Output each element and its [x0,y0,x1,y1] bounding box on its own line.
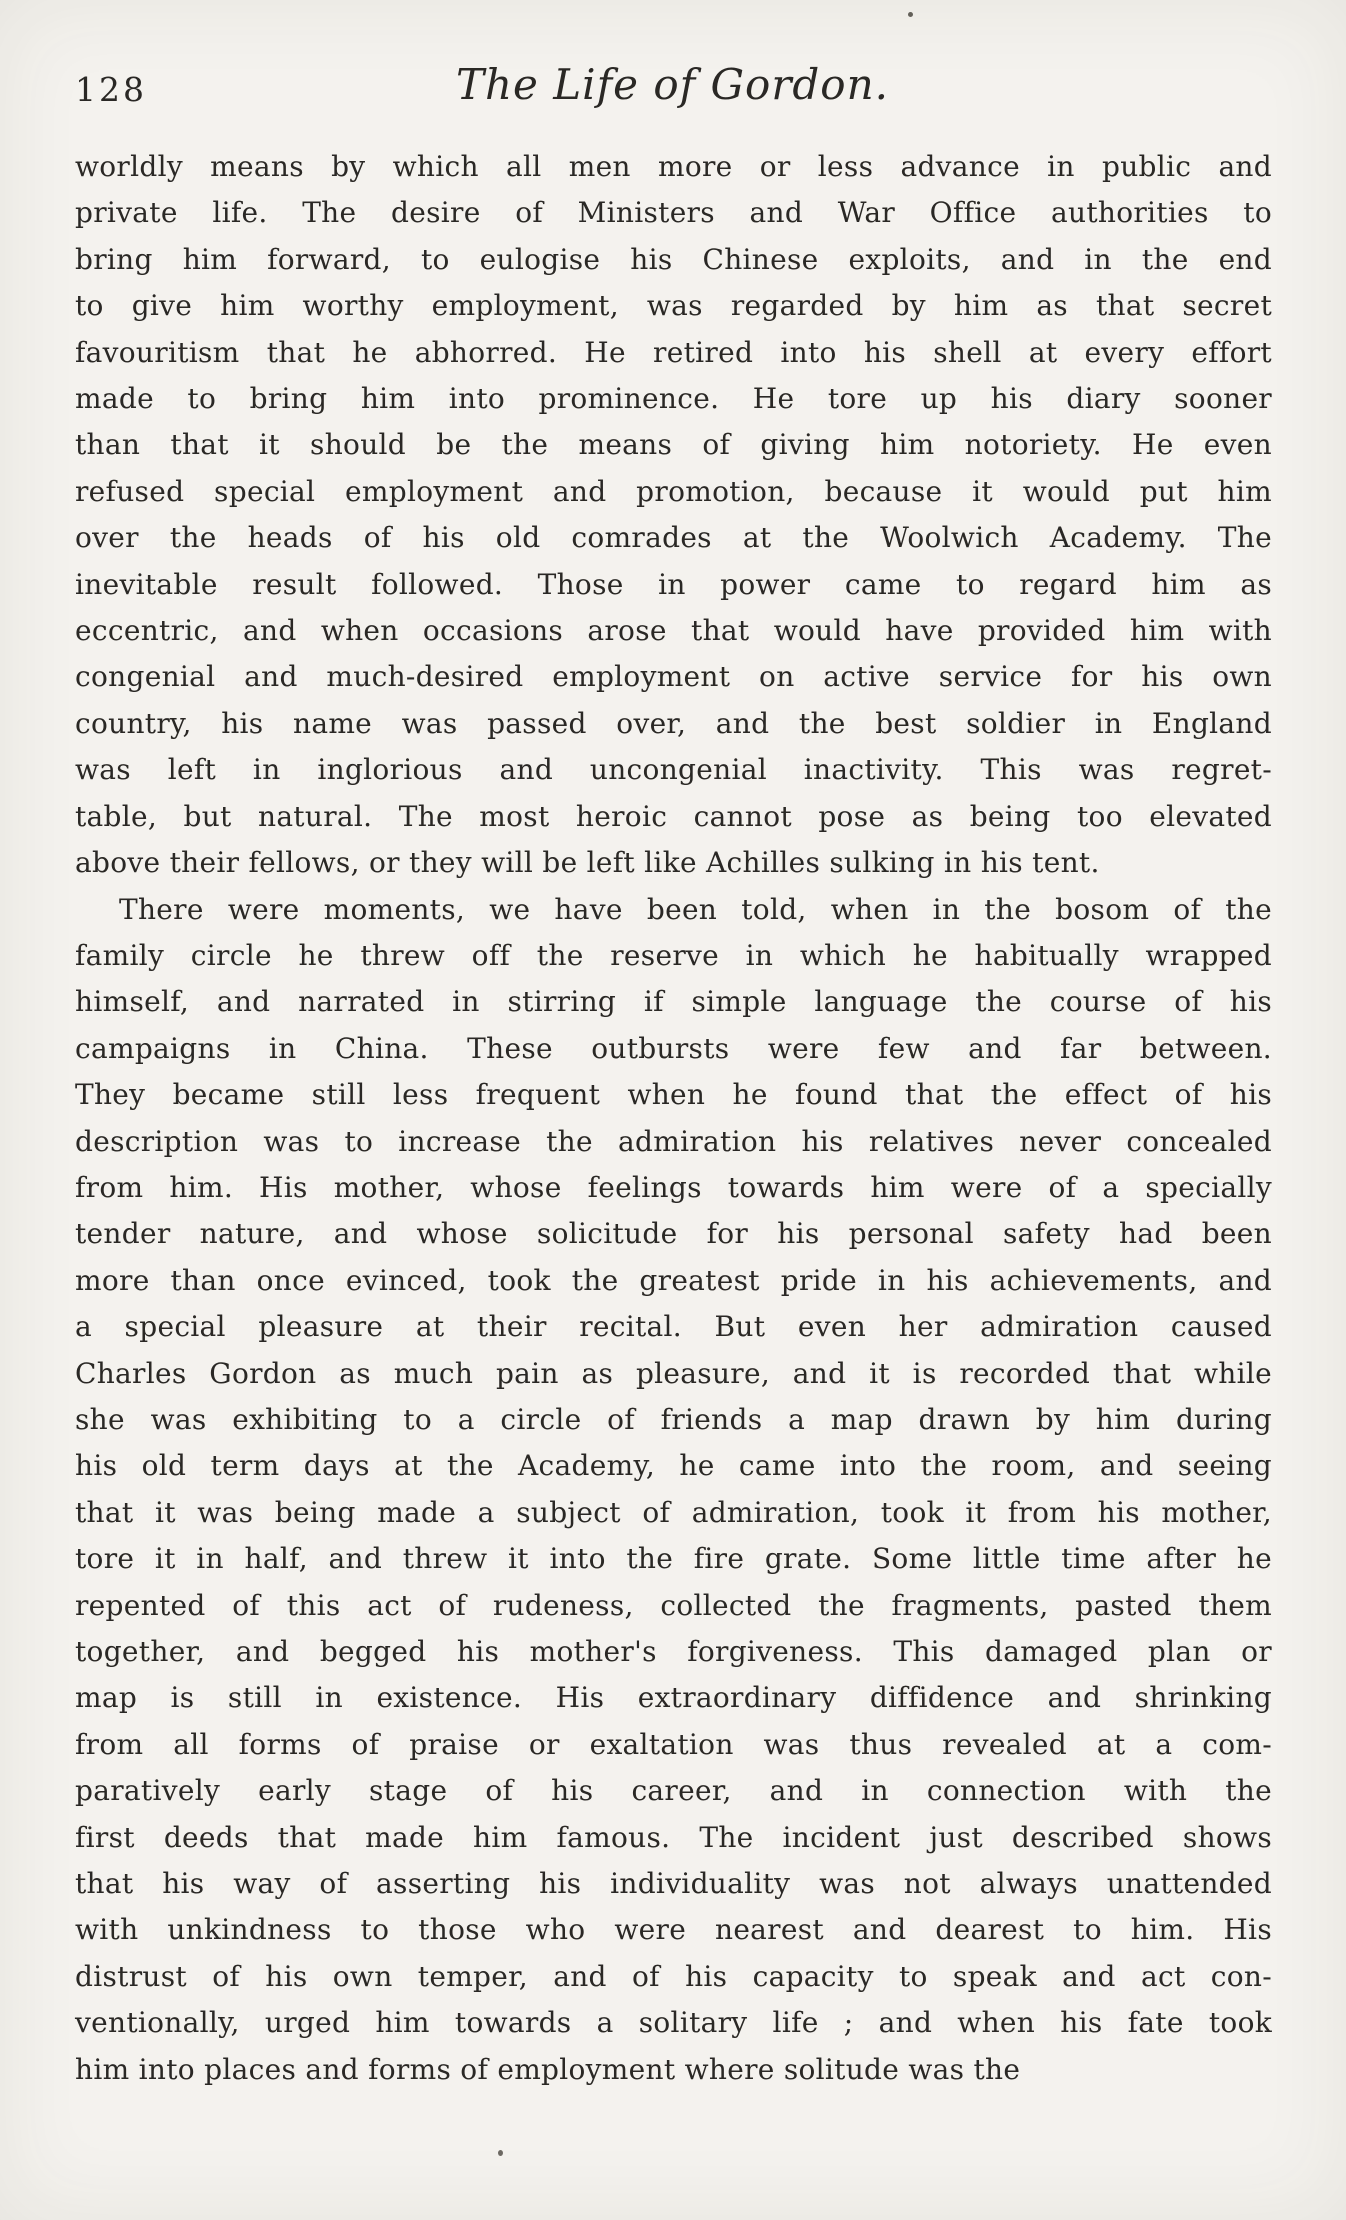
text-line: together, and begged his mother's forgiveness. This damaged plan or [75,1635,1272,1668]
text-line: than that it should be the means of giving him notoriety. He even [75,428,1272,462]
text-line: a special pleasure at their recital. But even her admiration caused [75,1310,1272,1344]
text-line: description was to increase the admiration his relatives never concealed [75,1124,1272,1158]
text-line: map is still in existence. His extraordinary diffidence and shrinking [75,1681,1272,1715]
text-line: tore it in half, and threw it into the fire grate. Some little time after he [75,1542,1272,1576]
ink-speck [498,2150,503,2156]
text-line: eccentric, and when occasions arose that would have provided him with [75,614,1272,648]
text-line: made to bring him into prominence. He tore up his diary sooner [75,382,1272,416]
text-line: worldly means by which all men more or less advance in public and [75,150,1272,183]
paragraph [75,144,1272,887]
text-line: bring him forward, to eulogise his Chinese exploits, and in the end [75,242,1272,276]
text-line: from all forms of praise or exaltation was thus revealed at a com- [75,1727,1272,1761]
text-line: him into places and forms of employment where solitude was the [75,2052,1021,2086]
text-line: table, but natural. The most heroic cannot pose as being too elevated [75,799,1272,833]
text-line: his old term days at the Academy, he came into the room, and seeing [75,1449,1272,1483]
text-line: from him. His mother, whose feelings towards him were of a specially [75,1170,1272,1204]
text-line: private life. The desire of Ministers and War Office authorities to [75,196,1272,230]
text-line: first deeds that made him famous. The incident just described shows [75,1820,1272,1854]
text-line: There were moments, we have been told, when in the bosom of the [119,892,1272,926]
text-line: above their fellows, or they will be left like Achilles sulking in his tent. [75,846,1100,880]
text-line: country, his name was passed over, and the best soldier in England [75,706,1272,740]
page-number: 128 [75,70,147,109]
text-line: she was exhibiting to a circle of friends a map drawn by him during [75,1402,1272,1436]
page-title: The Life of Gordon. [455,60,889,109]
text-line: himself, and narrated in stirring if simple language the course of his [75,985,1272,1019]
text-line: to give him worthy employment, was regarded by him as that secret [75,289,1272,323]
text-line: distrust of his own temper, and of his capacity to speak and act con- [75,1959,1272,1993]
ink-speck [908,12,913,17]
text-line: Charles Gordon as much pain as pleasure, and it is recorded that while [75,1356,1272,1390]
text-line: campaigns in China. These outbursts were few and far between. [75,1031,1272,1065]
text-line: over the heads of his old comrades at the Woolwich Academy. The [75,521,1272,555]
text-line: family circle he threw off the reserve in which he habitually wrapped [75,938,1272,972]
text-line: inevitable result followed. Those in power came to regard him as [75,567,1272,601]
text-line: ventionally, urged him towards a solitary life ; and when his fate took [75,2006,1272,2040]
text-line: that his way of asserting his individuality was not always unattended [75,1867,1272,1901]
paragraph [75,887,1272,2094]
text-line: with unkindness to those who were nearest and dearest to him. His [75,1913,1272,1947]
text-line: more than once evinced, took the greatest pride in his achievements, and [75,1263,1272,1297]
text-line: paratively early stage of his career, and in connection with the [75,1774,1272,1808]
page-header [75,60,1270,116]
text-block [75,144,1272,2093]
text-line: was left in inglorious and uncongenial inactivity. This was regret- [75,753,1272,787]
text-line: congenial and much-desired employment on active service for his own [75,660,1272,694]
text-line: refused special employment and promotion, because it would put him [75,474,1272,508]
text-line: tender nature, and whose solicitude for his personal safety had been [75,1217,1272,1251]
text-line: repented of this act of rudeness, collected the fragments, pasted them [75,1588,1272,1622]
text-line: favouritism that he abhorred. He retired into his shell at every effort [75,335,1272,369]
text-line: that it was being made a subject of admiration, took it from his mother, [75,1495,1272,1529]
text-line: They became still less frequent when he found that the effect of his [75,1078,1272,1112]
